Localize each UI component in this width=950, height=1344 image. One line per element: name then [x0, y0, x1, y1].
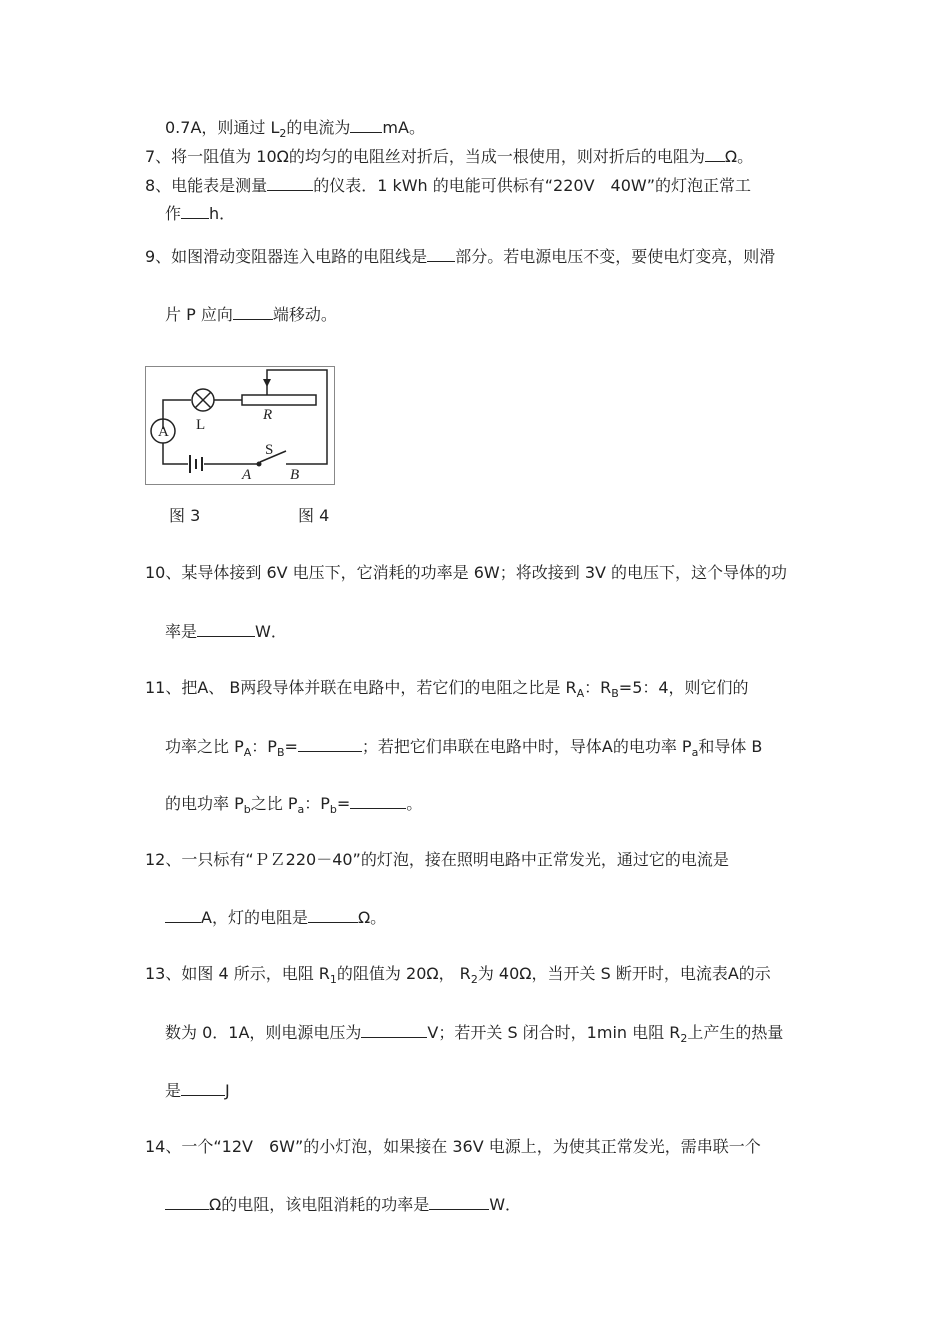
q7-text-2: Ω。 — [724, 147, 754, 166]
q13-text-4: 数为 0．1A，则电源电压为 — [165, 1023, 362, 1042]
q11-text-8: 和导体 B — [698, 737, 763, 756]
point-b-label: B — [290, 467, 300, 483]
q9-text-1: 9、如图滑动变阻器连入电路的电阻线是 — [145, 247, 428, 266]
q11-text-1: 11、把A、 B两段导体并联在电路中，若它们的电阻之比是 R — [145, 678, 577, 697]
q14-line-2 — [165, 1194, 521, 1215]
q13-text-7: 是 — [165, 1081, 182, 1100]
q11-sub-1: A — [576, 687, 585, 700]
q10-text-2: 率是 — [165, 622, 198, 641]
q13-text-5: V；若开关 S 闭合时，1min 电阻 R — [427, 1023, 681, 1042]
q8-text-2: 的仪表．1 kWh 的电能可供标有“220V 40W”的灯泡正常工 — [313, 176, 752, 195]
q12-blank-1[interactable] — [165, 907, 201, 923]
ammeter-label: A — [158, 424, 169, 440]
switch-pivot — [257, 462, 262, 467]
resistor-symbol — [242, 395, 316, 405]
q14-text-2: Ω的电阻，该电阻消耗的功率是 — [209, 1195, 430, 1214]
q9-text-4: 端移动。 — [272, 305, 337, 324]
q11-sub-10: a — [297, 803, 305, 816]
q11-line-3 — [165, 793, 422, 814]
circuit-diagram — [146, 367, 334, 484]
q6-text-3: mA。 — [382, 118, 425, 137]
q6-line — [165, 117, 425, 138]
q7-line — [145, 146, 753, 167]
q11-text-6: = — [284, 737, 298, 756]
q13-blank-1[interactable] — [361, 1022, 427, 1038]
q13-blank-2[interactable] — [181, 1080, 225, 1096]
q11-text-3: =5：4，则它们的 — [618, 678, 749, 697]
q11-text-10: 之比 P — [250, 794, 298, 813]
q13-sub-5: 2 — [680, 1032, 688, 1045]
switch-label: S — [265, 442, 274, 458]
q13-line-1 — [145, 964, 771, 984]
caption-fig3: 图 3 — [169, 506, 201, 525]
q11-text-9: 的电功率 P — [165, 794, 244, 813]
q14-text-1: 14、一个“12V 6W”的小灯泡，如果接在 36V 电源上，为使其正常发光，需串联一个 — [145, 1137, 761, 1156]
q14-blank-2[interactable] — [429, 1194, 489, 1210]
q8-text-1: 8、电能表是测量 — [145, 176, 268, 195]
q14-blank-1[interactable] — [165, 1194, 209, 1210]
q11-blank-2[interactable] — [350, 793, 406, 809]
q9-text-3: 片 P 应向 — [165, 305, 233, 324]
q13-text-1: 13、如图 4 所示，电阻 R — [145, 964, 330, 983]
q8-line-1 — [145, 175, 751, 196]
q6-sub-1: 2 — [279, 127, 287, 140]
q10-text-1: 10、某导体接到 6V 电压下，它消耗的功率是 6W；将改接到 3V 的电压下，这个导体的功 — [145, 563, 788, 582]
q8-text-3: 作 — [165, 204, 182, 223]
q11-text-11: ：P — [304, 794, 330, 813]
q9-text-2: 部分。若电源电压不变，要使电灯变亮，则滑 — [455, 247, 776, 266]
q12-text-3: Ω。 — [357, 908, 387, 927]
q13-text-2: 的阻值为 20Ω， R — [336, 964, 471, 983]
q13-sub-2: 2 — [470, 973, 478, 986]
q12-blank-2[interactable] — [308, 907, 358, 923]
q7-text-1: 7、将一阻值为 10Ω的均匀的电阻丝对折后，当成一根使用，则对折后的电阻为 — [145, 147, 705, 166]
slider-arrow — [263, 379, 271, 387]
q9-line-2 — [165, 304, 337, 325]
q11-sub-4: A — [243, 746, 252, 759]
q6-text-1: 0.7A，则通过 L — [165, 118, 280, 137]
q8-line-2 — [165, 203, 235, 224]
q11-text-2: ：R — [584, 678, 612, 697]
wire-left-bottom — [163, 443, 182, 464]
q14-line-1 — [145, 1137, 761, 1157]
q10-text-3: W． — [255, 622, 287, 641]
q10-line-1 — [145, 563, 787, 583]
q6-blank[interactable] — [350, 117, 382, 133]
q13-line-3 — [165, 1080, 230, 1101]
resistor-label: R — [263, 407, 273, 423]
q11-sub-9: b — [243, 803, 251, 816]
q9-blank-1[interactable] — [427, 246, 455, 262]
q11-sub-5: B — [276, 746, 285, 759]
q11-sub-11: b — [329, 803, 337, 816]
q14-text-3: W． — [489, 1195, 522, 1214]
q12-text-1: 12、一只标有“ＰＺ220－40”的灯泡，接在照明电路中正常发光，通过它的电流是 — [145, 850, 729, 869]
q10-blank[interactable] — [197, 621, 255, 637]
circuit-figure — [145, 366, 335, 485]
q8-blank-1[interactable] — [267, 175, 313, 191]
q12-line-2 — [165, 907, 386, 928]
q8-blank-2[interactable] — [181, 203, 209, 219]
q11-sub-2: B — [611, 687, 619, 700]
q11-sub-7: a — [691, 746, 699, 759]
lamp-label: L — [196, 417, 206, 433]
q11-line-1 — [145, 678, 749, 698]
wire-slider-right — [267, 370, 327, 464]
q8-text-4: h． — [209, 204, 236, 223]
q6-text-2: 的电流为 — [286, 118, 351, 137]
caption-fig4: 图 4 — [298, 506, 330, 525]
q12-text-2: A，灯的电阻是 — [201, 908, 308, 927]
q11-blank-1[interactable] — [298, 736, 362, 752]
point-a-label: A — [242, 467, 252, 483]
q12-line-1 — [145, 850, 729, 870]
q10-line-2 — [165, 621, 287, 642]
q13-sub-1: 1 — [329, 973, 337, 986]
q11-line-2 — [165, 736, 762, 757]
q7-blank[interactable] — [705, 146, 725, 162]
q13-line-2 — [165, 1022, 783, 1043]
q11-text-7: ；若把它们串联在电路中时，导体A的电功率 P — [361, 737, 692, 756]
q11-text-13: 。 — [406, 794, 423, 813]
q11-text-5: ：P — [251, 737, 277, 756]
q13-text-3: 为 40Ω，当开关 S 断开时，电流表A的示 — [477, 964, 771, 983]
q11-text-12: = — [336, 794, 351, 813]
q11-text-4: 功率之比 P — [165, 737, 244, 756]
q13-text-6: 上产生的热量 — [687, 1023, 784, 1042]
q9-blank-2[interactable] — [233, 304, 273, 320]
q13-text-8: J — [225, 1081, 230, 1100]
q9-line-1 — [145, 246, 775, 267]
